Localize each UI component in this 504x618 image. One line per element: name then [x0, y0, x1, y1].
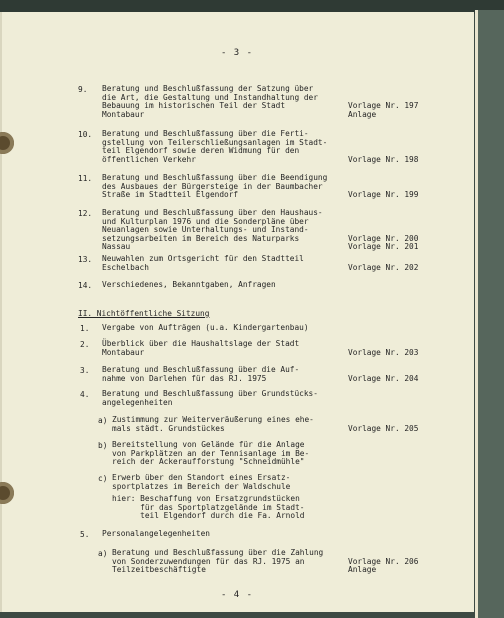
vorlage-reference: Vorlage Nr. 197 Anlage	[348, 101, 419, 119]
item-text: Beratung und Beschlußfassung über die Zahlung von Sonderzuwendungen für das RJ. 1975 an Teilzeitbeschäftigte	[112, 548, 324, 575]
punch-hole	[0, 482, 14, 504]
page-number-bottom: - 4 -	[220, 590, 254, 600]
item-number: 13.	[78, 255, 93, 264]
vorlage-reference: Vorlage Nr. 199	[348, 190, 419, 200]
item-number: 12.	[78, 209, 93, 218]
item-number: 2.	[80, 340, 90, 349]
item-number: c)	[98, 474, 108, 483]
item-number: 14.	[78, 281, 93, 290]
binder-cover-edge	[478, 10, 504, 618]
item-text: Neuwahlen zum Ortsgericht für den Stadtteil Eschelbach	[102, 254, 304, 272]
item-number: 3.	[80, 366, 90, 375]
item-number: a)	[98, 549, 108, 558]
item-text: Zustimmung zur Weiterveräußerung eines ehe- mals städt. Grundstückes	[112, 415, 314, 433]
item-text: Beratung und Beschlußfassung über Grundstücks- angelegenheiten	[102, 389, 318, 407]
punch-hole	[0, 132, 14, 154]
vorlage-reference: Vorlage Nr. 205	[348, 423, 419, 433]
item-text: Beratung und Beschlußfassung der Satzung über die Art, die Gestaltung und Instandhaltung der Bebauung im historischen Teil der Stadt Montabaur	[102, 84, 318, 119]
vorlage-reference: Vorlage Nr. 204	[348, 373, 419, 383]
item-number: 11.	[78, 174, 93, 183]
vorlage-reference: Vorlage Nr. 198	[348, 154, 419, 164]
item-text: Verschiedenes, Bekanntgaben, Anfragen	[102, 280, 276, 289]
item-text: Personalangelegenheiten	[102, 529, 210, 538]
page-number-top: - 3 -	[220, 48, 254, 58]
item-text: Bereitstellung von Gelände für die Anlage von Parkplätzen an der Tennisanlage im Be- reich der Ackeraufforstung "Schneidmühle"	[112, 440, 310, 467]
item-text: Beratung und Beschlußfassung über die Ferti- gstellung von Teilerschließungsanlagen im Stadt- teil Elgendorf sowie deren Widmung für den öffentlichen Verkehr	[102, 129, 328, 164]
item-number: 10.	[78, 130, 93, 139]
item-number: 5.	[80, 530, 90, 539]
item-number: 4.	[80, 390, 90, 399]
item-text: Beratung und Beschlußfassung über die Auf- nahme von Darlehen für das RJ. 1975	[102, 365, 300, 383]
section-heading: II. Nichtöffentliche Sitzung	[78, 309, 210, 318]
vorlage-reference: Vorlage Nr. 200 Vorlage Nr. 201	[348, 233, 419, 252]
item-text: Erwerb über den Standort eines Ersatz- sportplatzes im Bereich der Waldschule	[112, 473, 291, 491]
item-number: 1.	[80, 324, 90, 333]
item-text: Überblick über die Haushaltslage der Stadt Montabaur	[102, 339, 300, 357]
vorlage-reference: Vorlage Nr. 203	[348, 347, 419, 357]
item-number: 9.	[78, 85, 88, 94]
item-text: Beratung und Beschlußfassung über den Haushaus- und Kulturplan 1976 und die Sonderpläne über Neuanlagen sowie Unterhaltungs- und Instand- setzungsarbeiten im Bereich des Naturparks Nassau	[102, 208, 323, 252]
item-text: hier: Beschaffung von Ersatzgrundstücken für das Sportplatzgelände im Stadt- teil Elgendorf durch die Fa. Arnold	[112, 494, 305, 521]
item-text: Beratung und Beschlußfassung über die Beendigung des Ausbaues der Bürgersteige in der Baumbacher Straße im Stadtteil Elgendorf	[102, 173, 328, 200]
document-page	[0, 12, 474, 612]
item-number: a)	[98, 416, 108, 425]
vorlage-reference: Vorlage Nr. 206 Anlage	[348, 556, 419, 575]
page-edge	[475, 10, 478, 618]
item-text: Vergabe von Aufträgen (u.a. Kindergartenbau)	[102, 323, 309, 332]
vorlage-reference: Vorlage Nr. 202	[348, 262, 419, 272]
item-number: b)	[98, 441, 108, 450]
